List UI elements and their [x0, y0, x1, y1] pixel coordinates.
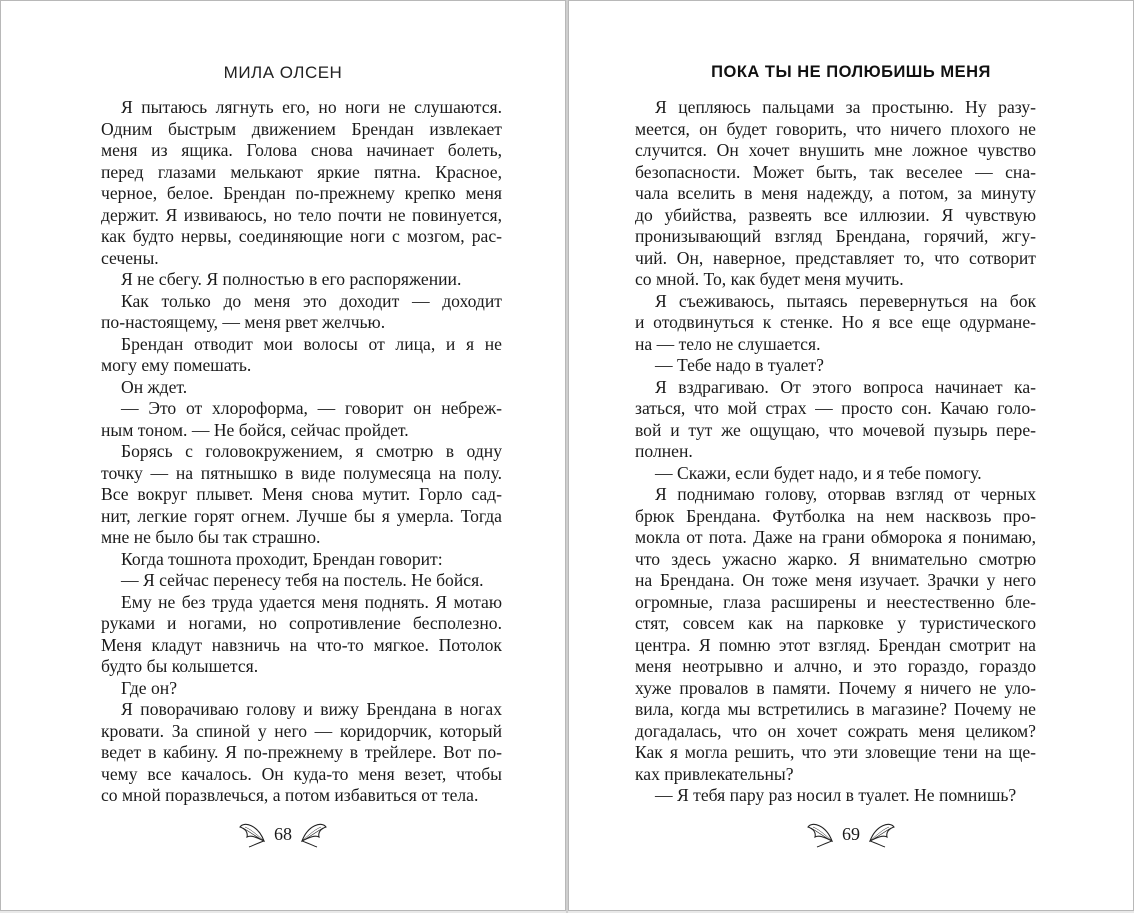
text-line: нит, легкие горят огнем. Лучше бы я умерла. Тогда	[101, 505, 502, 526]
text-line: чий. Он, наверное, представляет то, что сотворит	[635, 247, 1036, 268]
text-line: брюк Брендана. Футболка на нем насквозь про-	[635, 505, 1036, 526]
text-line: полнен.	[635, 441, 693, 461]
text-line: держит. Я извиваюсь, но тело почти не повинуется,	[101, 204, 502, 225]
text-line: центра. Я помню этот взгляд. Брендан смотрит на	[635, 634, 1036, 655]
text-line: Как я могла решить, что эти зловещие тени на ще-	[635, 742, 1036, 762]
text-line: на Брендана. Он тоже меня изучает. Зрачки у него	[635, 570, 1036, 590]
text-line: — Тебе надо в туалет?	[655, 355, 824, 375]
text-line: чему все качалось. Он куда-то меня везет, чтобы	[101, 763, 502, 784]
left-page-folio	[1, 819, 565, 849]
text-line: на — тело не слушается.	[635, 333, 821, 354]
text-line: ным тоном. — Не бойся, сейчас пройдет.	[101, 419, 409, 440]
text-line: по-настоящему, — меня рвет желчью.	[101, 312, 386, 332]
text-line: Меня кладут навзничь на что-то мягкое. Потолок	[101, 634, 502, 655]
butterfly-wing-left-icon	[806, 819, 834, 849]
running-head-title: ПОКА ТЫ НЕ ПОЛЮБИШЬ МЕНЯ	[711, 63, 991, 81]
text-line: Когда тошнота проходит, Брендан говорит:	[121, 548, 443, 569]
text-line: огромные, глаза расширены и неестественно бле-	[635, 591, 1036, 612]
text-line: безопасности. Может быть, так веселее — сна-	[635, 161, 1036, 182]
text-line: руками и ногами, но сопротивление бесполезно.	[101, 613, 502, 633]
running-head-author: МИЛА ОЛСЕН	[223, 63, 343, 82]
text-line: догадалась, что он хочет сожрать меня целиком?	[635, 720, 1036, 741]
butterfly-wing-right-icon	[868, 819, 896, 849]
text-line: вой и тут же ощущаю, что мочевой пузырь пере-	[635, 419, 1036, 440]
text-line: чала вселить в меня надежду, а потом, за минуту	[635, 183, 1036, 203]
text-line: Я поднимаю голову, оторвав взгляд от черных	[655, 484, 1036, 504]
text-line: могу ему помешать.	[101, 355, 252, 375]
page-number: 68	[274, 823, 292, 844]
text-line: со мной. То, как будет меня мучить.	[635, 269, 904, 289]
text-line: меня из ящика. Голова снова начинает болеть,	[101, 140, 502, 160]
text-line: черное, белое. Брендан по-прежнему крепко меня	[101, 183, 502, 203]
right-page	[568, 0, 1134, 911]
text-line: как будто нервы, соединяющие ноги с мозгом, рас-	[101, 226, 502, 246]
text-line: Я не сбегу. Я полностью в его распоряжении.	[121, 269, 462, 289]
text-line: перед глазами мелькают яркие пятна. Красное,	[101, 161, 502, 182]
butterfly-wing-left-icon	[238, 819, 266, 849]
text-line: стят, совсем как на парковке у туристического	[635, 613, 1036, 633]
text-line: до убийства, развеять все иллюзии. Я чувствую	[635, 204, 1036, 225]
text-line: случится. Он хочет внушить мне ложное чувство	[635, 140, 1036, 160]
text-line: вила, когда мы встретились в магазине? Почему не	[635, 699, 1036, 719]
left-page	[0, 0, 566, 911]
butterfly-wing-right-icon	[300, 819, 328, 849]
text-line: — Я сейчас перенесу тебя на постель. Не бойся.	[121, 570, 484, 590]
text-line: со мной поразвлечься, а потом избавиться от тела.	[101, 785, 479, 805]
text-line: ведет в кабину. Я по-прежнему в трейлере. Вот по-	[101, 742, 502, 762]
text-line: Я цепляюсь пальцами за простыню. Ну разу-	[655, 97, 1036, 117]
text-line: Он ждет.	[121, 376, 188, 397]
text-line: ках привлекательны?	[635, 763, 794, 784]
text-line: Одним быстрым движением Брендан извлекает	[101, 118, 502, 139]
text-line: заться, что мой страх — просто сон. Качаю голо-	[635, 398, 1036, 418]
text-line: Я поворачиваю голову и вижу Брендана в ногах	[121, 699, 502, 719]
text-line: мне не было бы так страшно.	[101, 527, 321, 547]
text-line: — Это от хлороформа, — говорит он небреж-	[121, 398, 502, 418]
text-line: кровати. За спиной у него — коридорчик, который	[101, 720, 502, 741]
text-line: Где он?	[121, 677, 178, 698]
text-line: Ему не без труда удается меня поднять. Я мотаю	[121, 591, 502, 612]
text-line: — Скажи, если будет надо, и я тебе помогу.	[655, 462, 982, 483]
text-line: сечены.	[101, 247, 159, 268]
text-line: будто бы колышется.	[101, 656, 259, 676]
left-page-text	[101, 97, 502, 807]
text-line: — Я тебя пару раз носил в туалет. Не помнишь?	[655, 785, 1017, 805]
text-line: Я вздрагиваю. От этого вопроса начинает ка-	[655, 376, 1036, 397]
text-line: меня неотрывно и алчно, и это гораздо, гораздо	[635, 656, 1036, 676]
text-line: Все вокруг плывет. Меня снова мутит. Горло сад-	[101, 484, 502, 504]
text-line: хуже провалов в памяти. Почему я ничего не уло-	[635, 677, 1036, 698]
right-page-folio	[569, 819, 1133, 849]
text-line: и отодвинуться к стенке. Но я все еще одурмане-	[635, 312, 1036, 332]
text-line: Как только до меня это доходит — доходит	[121, 290, 502, 311]
text-line: пронизывающий взгляд Брендана, горячий, жгу-	[635, 226, 1036, 246]
text-line: Я пытаюсь лягнуть его, но ноги не слушаются.	[121, 97, 502, 117]
text-line: Борясь с головокружением, я смотрю в одну	[121, 441, 502, 461]
page-number: 69	[842, 823, 860, 844]
text-line: Брендан отводит мои волосы от лица, и я не	[121, 333, 502, 354]
text-line: что здесь ужасно жарко. Я внимательно смотрю	[635, 548, 1036, 569]
text-line: точку — на пятнышко в виде полумесяца на полу.	[101, 462, 502, 483]
text-line: меется, он будет говорить, что ничего плохого не	[635, 118, 1036, 139]
text-line: Я съеживаюсь, пытаясь перевернуться на бок	[655, 290, 1036, 311]
right-page-text	[635, 97, 1036, 807]
text-line: мокла от пота. Даже на грани обморока я понимаю,	[635, 527, 1036, 547]
